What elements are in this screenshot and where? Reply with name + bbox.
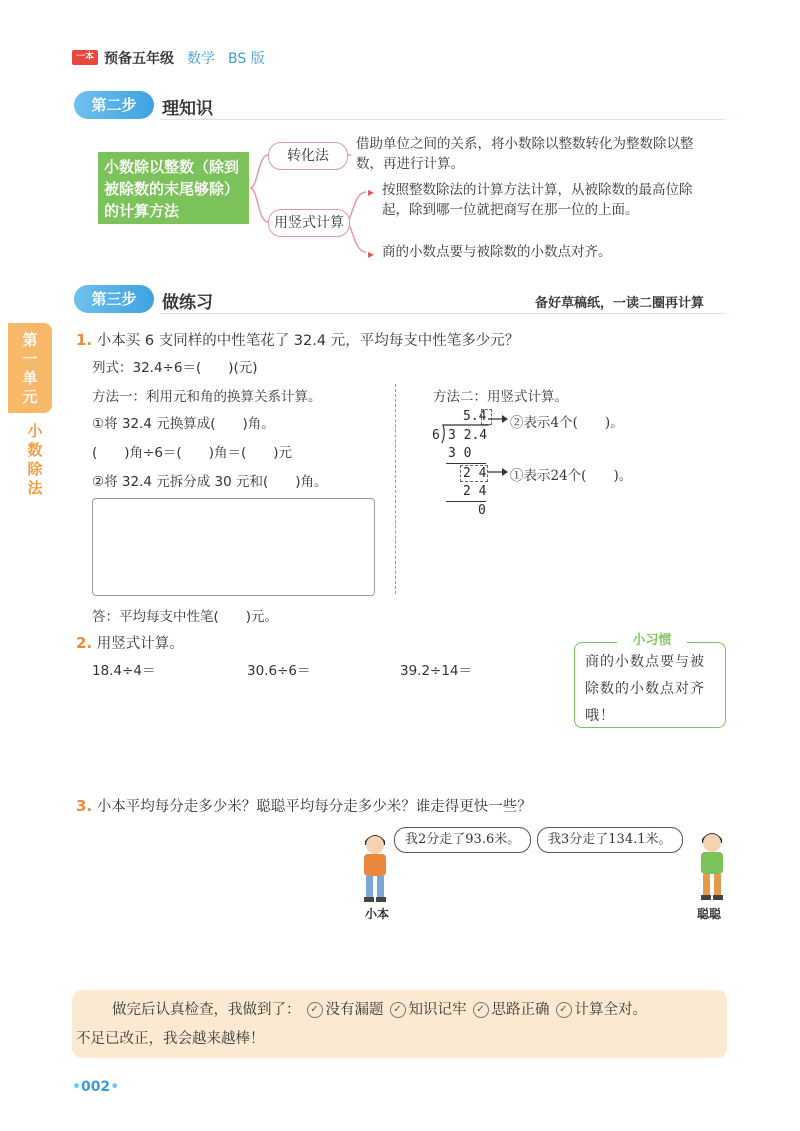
- q1-number: 1.: [76, 331, 93, 349]
- step3-divider: [160, 313, 725, 314]
- check-circle-icon[interactable]: ✓: [473, 1002, 489, 1018]
- method-divider: [395, 384, 396, 594]
- bullet-arrow-icon: ▸: [368, 185, 375, 199]
- step2-title: 理知识: [162, 99, 213, 119]
- boy-congcong-illustration: [692, 825, 732, 903]
- check-item-4: 计算全对。: [574, 1002, 647, 1018]
- highlight-box: [460, 465, 488, 482]
- divisor: 6: [432, 428, 440, 443]
- check-circle-icon[interactable]: ✓: [307, 1002, 323, 1018]
- check-circle-icon[interactable]: ✓: [390, 1002, 406, 1018]
- q2-problem-1: 18.4÷4＝: [92, 663, 156, 679]
- habit-box: 商的小数点要与被除数的小数点对齐哦！: [574, 642, 726, 728]
- q3-text: 小本平均每分走多少米？聪聪平均每分走多少米？谁走得更快一些？: [96, 799, 532, 815]
- check-item-2: 知识记牢: [408, 1002, 467, 1018]
- dot-icon: •: [110, 1079, 120, 1095]
- q2-problem-2: 30.6÷6＝: [247, 663, 311, 679]
- speech-bubble-left: 我2分走了93.6米。: [394, 827, 531, 853]
- rule-1: [446, 463, 486, 464]
- step2-divider: [160, 119, 725, 120]
- q1-method2-title: 方法二：用竖式计算。: [433, 389, 568, 405]
- q1-method1-line2: ( )角÷6＝( )角＝( )元: [92, 445, 293, 461]
- habit-title: 小习惯: [617, 632, 687, 650]
- topic-side-label: 小数除法: [27, 422, 43, 497]
- arrows: [488, 410, 512, 490]
- branch1-text: 借助单位之间的关系，将小数除以整数转化为整数除以整数，再进行计算。: [356, 136, 694, 172]
- name-congcong: 聪聪: [697, 907, 722, 921]
- q1-text: 小本买 6 支同样的中性笔花了 32.4 元，平均每支中性笔多少元？: [96, 333, 520, 349]
- dot-icon: •: [72, 1079, 81, 1095]
- q3-number: 3.: [76, 797, 93, 815]
- speech-bubble-right: 我3分走了134.1米。: [537, 827, 683, 853]
- boy-xiaoben-illustration: [355, 827, 395, 905]
- dividend: 3 2.4: [448, 428, 488, 443]
- branch2-bullet1: 按照整数除法的计算方法计算，从被除数的最高位除起，除到哪一位就把商写在那一位的上面。: [382, 182, 693, 218]
- q1-method1-line1: ①将 32.4 元换算成( )角。: [92, 416, 275, 432]
- q1-note1: ①表示24个( )。: [510, 468, 633, 484]
- q2: [76, 632, 184, 653]
- q1-note2: ②表示4个( )。: [510, 415, 624, 431]
- page-number: •002•: [72, 1079, 120, 1095]
- self-check-line1: [112, 995, 727, 1025]
- q1: [76, 329, 519, 350]
- brand-logo: 一本: [72, 50, 98, 65]
- header-grade: 预备五年级: [104, 51, 174, 67]
- q2-text: 用竖式计算。: [96, 636, 184, 652]
- check-item-3: 思路正确: [491, 1002, 550, 1018]
- sub-step-2: 2 4: [463, 466, 487, 481]
- q1-formula: 列式：32.4÷6＝( )(元): [92, 360, 258, 376]
- name-xiaoben: 小本: [365, 907, 390, 921]
- remainder: 0: [478, 503, 486, 518]
- unit-label: 第一单元: [22, 331, 38, 406]
- header-subject: 数学: [187, 51, 215, 67]
- branch-tag-vertical: 用竖式计算: [268, 209, 350, 237]
- sub-step-1: 3 0: [448, 446, 472, 461]
- rule-2: [446, 501, 486, 502]
- check-intro: 做完后认真检查，我做到了：: [112, 1002, 301, 1018]
- q1-method1-line3: ②将 32.4 元拆分成 30 元和( )角。: [92, 474, 328, 490]
- step3-title: 做练习: [162, 293, 213, 313]
- long-division: [430, 406, 490, 516]
- sub-step-3: 2 4: [463, 484, 487, 499]
- quotient: 5.4: [463, 409, 487, 424]
- main-topic-box: 小数除以整数（除到被除数的末尾够除）的计算方法: [98, 152, 249, 224]
- step3-tip: 备好草稿纸，一读二圈再计算: [535, 296, 705, 311]
- step2-label: 第二步: [74, 91, 154, 119]
- bullet-arrow-icon: ▸: [368, 247, 375, 261]
- check-circle-icon[interactable]: ✓: [556, 1002, 572, 1018]
- q1-method1-title: 方法一：利用元和角的换算关系计算。: [92, 389, 322, 405]
- check-item-1: 没有漏题: [325, 1002, 384, 1018]
- q1-answer: 答：平均每支中性笔( )元。: [92, 609, 279, 625]
- q2-problem-3: 39.2÷14＝: [400, 663, 473, 679]
- self-check-line2: 不足已改正，我会越来越棒！: [76, 1031, 265, 1047]
- step3-label: 第三步: [74, 285, 154, 313]
- unit-side-tab: [8, 323, 52, 413]
- branch2-bullet2: 商的小数点要与被除数的小数点对齐。: [382, 244, 612, 260]
- q2-number: 2.: [76, 634, 93, 652]
- q1-work-box[interactable]: [92, 498, 375, 596]
- header-edition: BS 版: [228, 51, 265, 67]
- q3: [76, 795, 532, 816]
- branch-tag-convert: 转化法: [268, 142, 348, 170]
